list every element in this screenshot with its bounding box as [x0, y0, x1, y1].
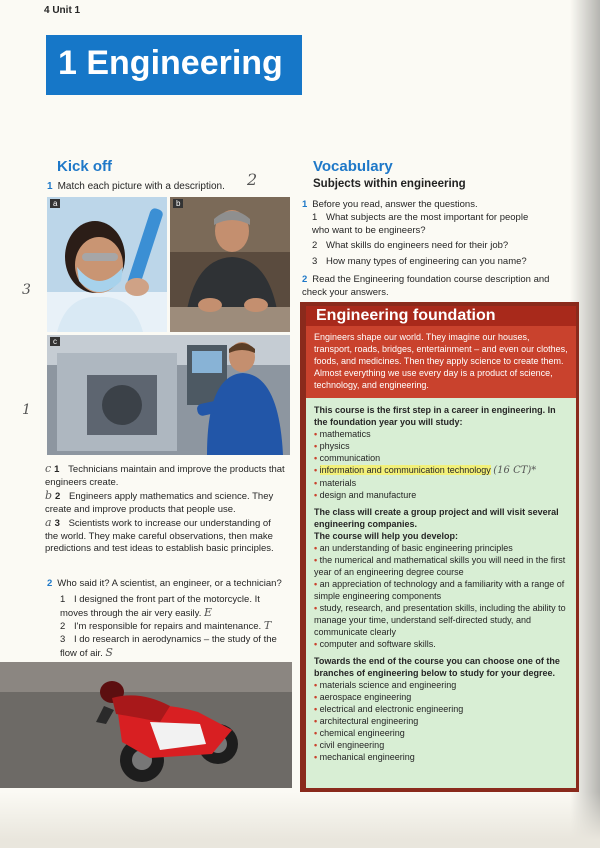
- branch-item: • chemical engineering: [314, 727, 568, 739]
- handwritten-answer: T: [263, 619, 272, 632]
- unit-title: 1 Engineering: [46, 35, 302, 95]
- ex1-text: Match each picture with a description.: [57, 181, 225, 192]
- panel-intro: Engineers shape our world. They imagine our houses, transport, roads, bridges, entertainment – and even our clothes, foods, and medicines. Then they apply science to create them. Almost everything we use every day is a product of science, technology, and engineering.: [306, 326, 576, 398]
- technician-illustration: [47, 335, 290, 455]
- question-number: 3: [312, 256, 318, 267]
- item-text: I designed the front part of the motorcycle. It moves through the air very easily.: [60, 594, 260, 619]
- item-number: 2: [60, 621, 66, 632]
- photo-technician: [47, 335, 290, 455]
- ex2-item-2: [60, 620, 290, 634]
- statement-1: [45, 463, 285, 489]
- scientist-illustration: [47, 197, 167, 332]
- kickoff-heading: Kick off: [57, 158, 113, 175]
- subject-item: • physics: [314, 440, 568, 452]
- branch-item: • civil engineering: [314, 739, 568, 751]
- vocab-question-2: [312, 240, 572, 253]
- handwritten-answer: E: [203, 605, 213, 619]
- ex-number: 1: [302, 199, 308, 210]
- subject-highlight: information and communication technology: [319, 465, 491, 475]
- question-number: 1: [312, 212, 318, 223]
- ex2-text: Read the Engineering foundation course description and check your answers.: [302, 274, 550, 298]
- handwritten-note-2: 2: [247, 170, 258, 189]
- subject-item: • mathematics: [314, 428, 568, 440]
- ex-number: 2: [302, 274, 308, 285]
- ex-number: 2: [47, 578, 53, 589]
- page-bottom-shadow: [0, 792, 600, 848]
- project-intro: The class will create a group project and will visit several engineering companies.: [314, 507, 559, 529]
- subject-item: • design and manufacture: [314, 489, 568, 501]
- statement-number: 1: [54, 464, 60, 475]
- branch-item: • aerospace engineering: [314, 691, 568, 703]
- develop-item: • computer and software skills.: [314, 638, 568, 650]
- panel-body: [306, 398, 576, 788]
- develop-item: • an appreciation of technology and a familiarity with a range of simple engineering components: [314, 578, 568, 602]
- branches-list: [314, 679, 568, 763]
- page-label: 4 Unit 1: [44, 5, 81, 16]
- develop-item: • study, research, and presentation skills, including the ability to manage your time, understand self-directed study, and communicate clearly: [314, 602, 568, 638]
- photo-label-a: a: [50, 199, 60, 208]
- branch-item: • architectural engineering: [314, 715, 568, 727]
- statement-mark: a: [45, 516, 52, 529]
- photo-scientist: [47, 197, 167, 332]
- ex-number: 1: [47, 181, 53, 192]
- vocab-question-1: [312, 212, 537, 237]
- subject-item: • communication: [314, 452, 568, 464]
- statement-text: Technicians maintain and improve the products that engineers create.: [45, 464, 285, 488]
- question-text: What skills do engineers need for their job?: [326, 240, 509, 251]
- vocabulary-ex1: [302, 198, 572, 211]
- subject-item-highlighted: [314, 464, 568, 477]
- item-number: 3: [60, 634, 66, 645]
- statement-mark: c: [45, 462, 52, 475]
- statement-2: [45, 490, 285, 516]
- engineer-illustration: [170, 197, 290, 332]
- vocabulary-subheading: Subjects within engineering: [313, 178, 466, 190]
- photo-engineer: [170, 197, 290, 332]
- branch-item: • materials science and engineering: [314, 679, 568, 691]
- ex2-item-1: [60, 594, 290, 620]
- panel-title: Engineering foundation: [306, 306, 576, 326]
- branch-item: • mechanical engineering: [314, 751, 568, 763]
- statement-3: [45, 517, 285, 556]
- item-text: I do research in aerodynamics – the study of the flow of air.: [60, 634, 277, 659]
- study-intro: This course is the first step in a career in engineering. In the foundation year you will study:: [314, 405, 556, 427]
- ex2-text: Who said it? A scientist, an engineer, or a technician?: [57, 578, 282, 589]
- develop-item: • an understanding of basic engineering principles: [314, 542, 568, 554]
- item-text: I'm responsible for repairs and maintenance.: [74, 621, 262, 632]
- ex1-text: Before you read, answer the questions.: [312, 199, 478, 210]
- branches-intro: Towards the end of the course you can choose one of the branches of engineering below to study for your degree.: [314, 656, 560, 678]
- ex2-item-3: [60, 634, 290, 660]
- subjects-list: [314, 428, 568, 501]
- photo-label-c: c: [50, 337, 60, 346]
- statement-number: 3: [54, 518, 60, 529]
- vocabulary-heading: Vocabulary: [313, 158, 393, 175]
- vocabulary-ex2: [302, 274, 552, 299]
- branch-item: • electrical and electronic engineering: [314, 703, 568, 715]
- statement-number: 2: [55, 491, 61, 502]
- item-number: 1: [60, 594, 66, 605]
- handwritten-note-3: 3: [22, 282, 31, 298]
- handwritten-note-ict: (16 CT)*: [493, 465, 537, 476]
- develop-item: • the numerical and mathematical skills you will need in the first year of an engineering degree course: [314, 554, 568, 578]
- motorcycle-illustration: [0, 662, 292, 788]
- handwritten-note-1: 1: [22, 402, 31, 418]
- photo-label-b: b: [173, 199, 183, 208]
- develop-intro: The course will help you develop:: [314, 531, 459, 541]
- photo-motorcycle: [0, 662, 292, 788]
- statement-mark: b: [45, 489, 53, 502]
- kickoff-ex2: [47, 577, 292, 590]
- vocab-question-3: [312, 256, 572, 269]
- handwritten-answer: S: [105, 645, 113, 659]
- statement-text: Engineers apply mathematics and science. They create and improve products that people use.: [45, 491, 274, 515]
- develop-list: [314, 542, 568, 650]
- question-number: 2: [312, 240, 318, 251]
- subject-item: • materials: [314, 477, 568, 489]
- statement-text: Scientists work to increase our understanding of the world. They make careful observations, then make predictions and test ideas to establish basic principles.: [45, 518, 274, 554]
- question-text: How many types of engineering can you name?: [326, 256, 527, 267]
- question-text: What subjects are the most important for people who want to be engineers?: [312, 212, 529, 236]
